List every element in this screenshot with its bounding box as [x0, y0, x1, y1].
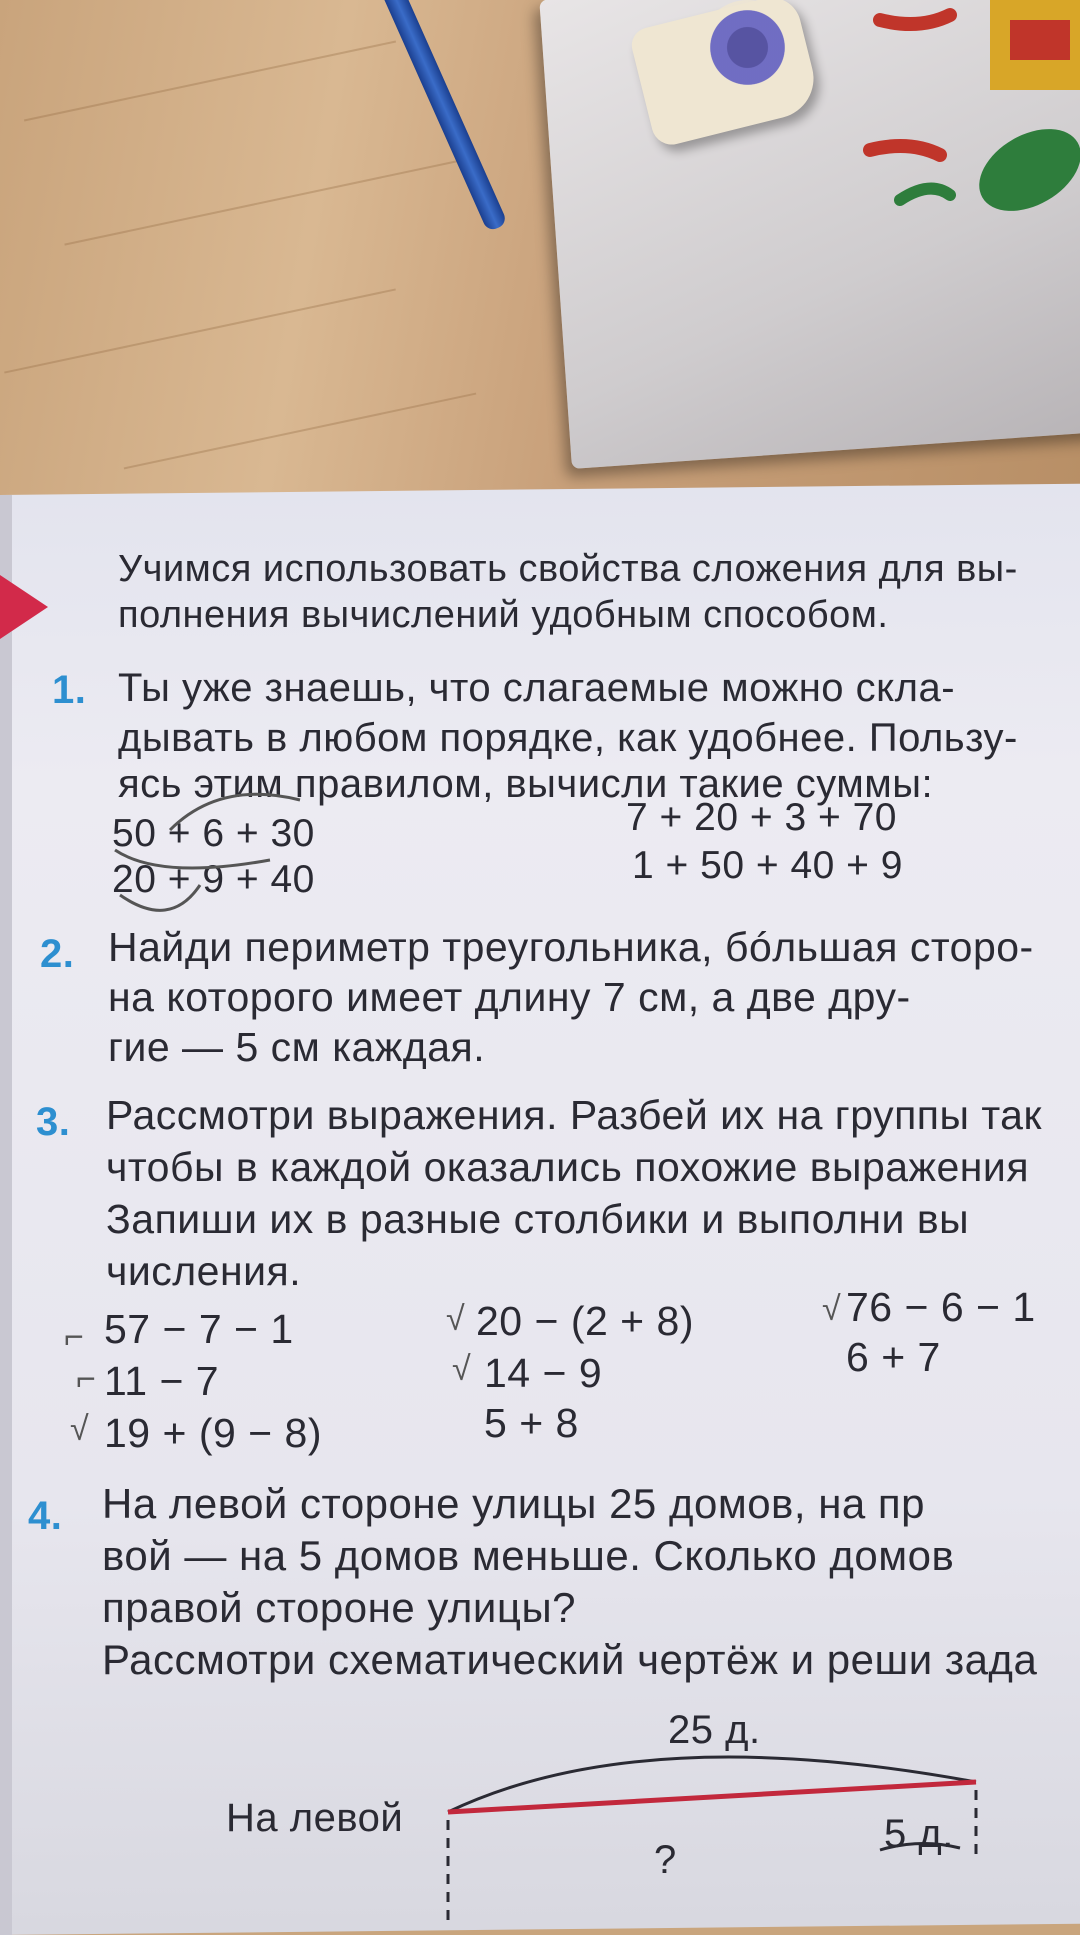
task3-line-2: чтобы в каждой оказались похожие выражения: [106, 1144, 1030, 1190]
check-mark-icon: ⌐: [76, 1360, 97, 1398]
task1-expr-left-2: 20 + 9 + 40: [112, 858, 315, 901]
task1-line-2: дывать в любом порядке, как удобнее. Пользу-: [118, 716, 1018, 760]
task4-line-2: вой — на 5 домов меньше. Сколько домов: [102, 1532, 955, 1579]
task1-line-1: Ты уже знаешь, что слагаемые можно скла-: [118, 666, 956, 710]
diagram-question: ?: [654, 1838, 677, 1882]
task2-line-2: на которого имеет длину 7 см, а две дру-: [108, 974, 911, 1020]
task4-line-4: Рассмотри схематический чертёж и реши зада: [102, 1636, 1038, 1683]
task3-col3-item: 76 − 6 − 1: [846, 1284, 1036, 1330]
check-mark-icon: √: [70, 1410, 90, 1448]
task3-line-1: Рассмотри выражения. Разбей их на группы так: [106, 1092, 1042, 1138]
task3-line-3: Запиши их в разные столбики и выполни вы: [106, 1196, 970, 1242]
task3-col2-item: 14 − 9: [484, 1350, 603, 1396]
task2-number: 2.: [40, 932, 75, 976]
task1-line-3: ясь этим правилом, вычисли такие суммы:: [118, 762, 934, 806]
task3-col1-item: 19 + (9 − 8): [104, 1410, 322, 1456]
task3-number: 3.: [36, 1100, 71, 1144]
diagram-top-label: 25 д.: [668, 1708, 761, 1752]
task4-line-3: правой стороне улицы?: [102, 1584, 576, 1631]
check-mark-icon: √: [452, 1350, 472, 1388]
task3-col2-item: 5 + 8: [484, 1400, 579, 1446]
task3-col1-item: 11 − 7: [104, 1358, 220, 1404]
task1-number: 1.: [52, 668, 87, 712]
task4-number: 4.: [28, 1494, 63, 1538]
intro-line-2: полнения вычислений удобным способом.: [118, 594, 889, 636]
task3-col3-item: 6 + 7: [846, 1334, 941, 1380]
task4-line-1: На левой стороне улицы 25 домов, на пр: [102, 1480, 926, 1527]
task1-expr-left-1: 50 + 6 + 30: [112, 812, 315, 855]
diagram-right-label: 5 д.: [884, 1812, 954, 1856]
intro-line-1: Учимся использовать свойства сложения для вы-: [118, 548, 1018, 590]
diagram-left-label: На левой: [226, 1796, 404, 1840]
task3-col2-item: 20 − (2 + 8): [476, 1298, 694, 1344]
task1-expr-right-2: 1 + 50 + 40 + 9: [632, 844, 903, 887]
check-mark-icon: √: [822, 1290, 842, 1328]
task3-line-4: числения.: [106, 1248, 302, 1294]
task3-col1-item: 57 − 7 − 1: [104, 1306, 294, 1352]
task2-line-1: Найди периметр треугольника, бóльшая сторо-: [108, 924, 1034, 970]
task1-expr-right-1: 7 + 20 + 3 + 70: [626, 796, 897, 839]
check-mark-icon: √: [446, 1300, 466, 1338]
task2-line-3: гие — 5 см каждая.: [108, 1024, 486, 1070]
check-mark-icon: ⌐: [64, 1318, 85, 1356]
